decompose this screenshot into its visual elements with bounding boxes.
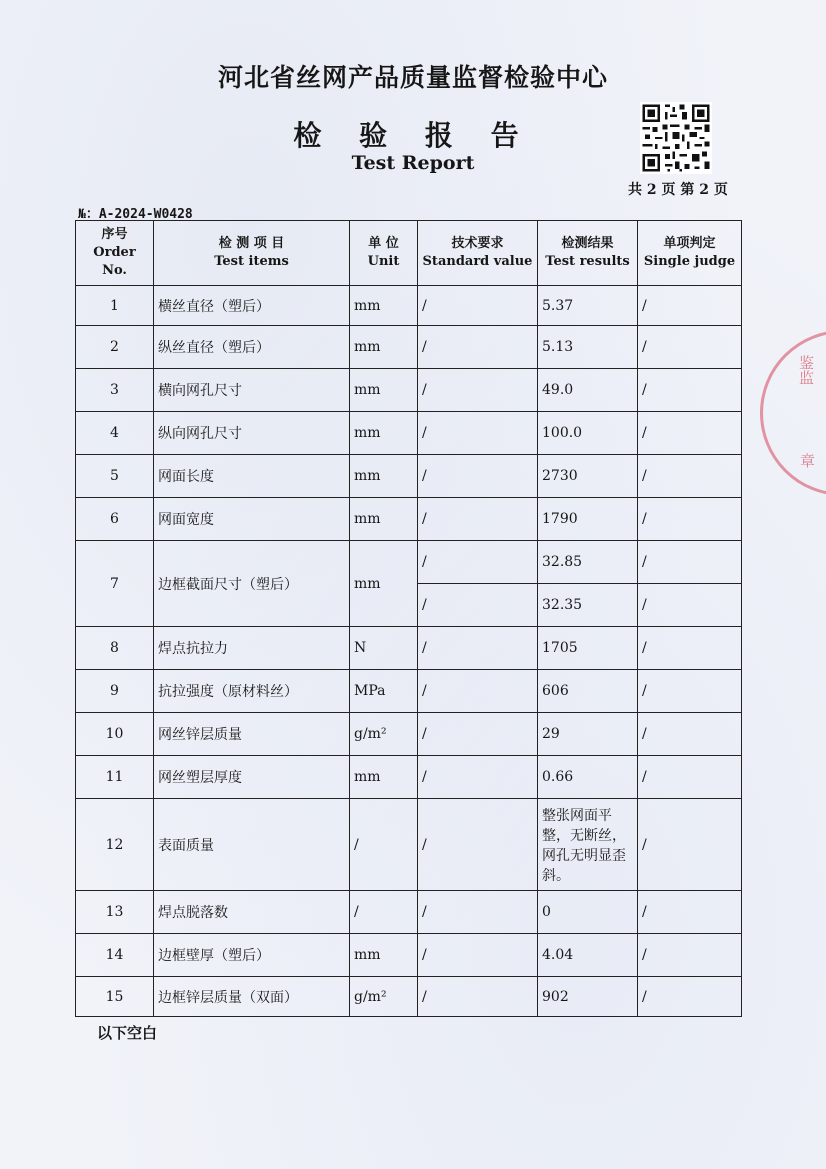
- row-result: 整张网面平整，无断丝，网孔无明显歪斜。: [538, 799, 638, 891]
- row-test-item: 纵向网孔尺寸: [154, 412, 350, 455]
- row-number: 15: [76, 977, 154, 1017]
- row-standard: /: [418, 286, 538, 326]
- table-row: [76, 891, 742, 934]
- table-header-row: [76, 221, 742, 286]
- row-standard: /: [418, 627, 538, 670]
- row-judge: /: [638, 891, 742, 934]
- row-result: 2730: [538, 455, 638, 498]
- row-test-item: 横丝直径（塑后）: [154, 286, 350, 326]
- row-standard: /: [418, 412, 538, 455]
- row-judge: /: [638, 977, 742, 1017]
- row-number: 9: [76, 670, 154, 713]
- report-title-cn: 检 验 报 告: [293, 119, 533, 152]
- organization-title: 河北省丝网产品质量监督检验中心: [217, 63, 608, 92]
- header-results: 检测结果 Test results: [538, 221, 638, 286]
- table-row: [76, 455, 742, 498]
- table-row: [76, 498, 742, 541]
- row-judge: /: [638, 326, 742, 369]
- table-row: [76, 799, 742, 891]
- qr-code-icon: [640, 102, 712, 174]
- row-standard: /: [418, 455, 538, 498]
- row-standard: /: [418, 369, 538, 412]
- row-number: 13: [76, 891, 154, 934]
- row-standard: /: [418, 584, 538, 627]
- row-result: 32.85: [538, 541, 638, 584]
- row-unit: mm: [350, 756, 418, 799]
- row-number: 8: [76, 627, 154, 670]
- row-unit: mm: [350, 369, 418, 412]
- row-test-item: 抗拉强度（原材料丝）: [154, 670, 350, 713]
- row-unit: N: [350, 627, 418, 670]
- row-judge: /: [638, 455, 742, 498]
- row-result: 5.13: [538, 326, 638, 369]
- row-unit: g/m²: [350, 713, 418, 756]
- table-row: [76, 627, 742, 670]
- row-number: 1: [76, 286, 154, 326]
- row-number: 4: [76, 412, 154, 455]
- row-standard: /: [418, 756, 538, 799]
- row-standard: /: [418, 498, 538, 541]
- row-unit: MPa: [350, 670, 418, 713]
- header-order: 序号 Order No.: [76, 221, 154, 286]
- table-row: [76, 326, 742, 369]
- row-test-item: 纵丝直径（塑后）: [154, 326, 350, 369]
- row-judge: /: [638, 369, 742, 412]
- row-number: 10: [76, 713, 154, 756]
- header-judge: 单项判定 Single judge: [638, 221, 742, 286]
- row-result: 49.0: [538, 369, 638, 412]
- seal-text: 鉴监: [797, 355, 815, 385]
- row-standard: /: [418, 977, 538, 1017]
- end-of-content-note: 以下空白: [97, 1024, 158, 1042]
- table-row: [76, 670, 742, 713]
- row-standard: /: [418, 713, 538, 756]
- row-test-item: 网丝塑层厚度: [154, 756, 350, 799]
- report-title-en: Test Report: [351, 152, 475, 174]
- seal-text: 章: [800, 452, 816, 470]
- row-result: 0.66: [538, 756, 638, 799]
- row-unit: mm: [350, 541, 418, 627]
- row-number: 12: [76, 799, 154, 891]
- row-number: 3: [76, 369, 154, 412]
- row-judge: /: [638, 670, 742, 713]
- row-unit: mm: [350, 455, 418, 498]
- row-judge: /: [638, 584, 742, 627]
- row-test-item: 网丝锌层质量: [154, 713, 350, 756]
- row-standard: /: [418, 541, 538, 584]
- row-number: 14: [76, 934, 154, 977]
- row-test-item: 焊点脱落数: [154, 891, 350, 934]
- row-test-item: 焊点抗拉力: [154, 627, 350, 670]
- row-result: 5.37: [538, 286, 638, 326]
- row-unit: mm: [350, 286, 418, 326]
- row-test-item: 网面宽度: [154, 498, 350, 541]
- row-unit: /: [350, 799, 418, 891]
- row-standard: /: [418, 670, 538, 713]
- row-number: 7: [76, 541, 154, 627]
- row-unit: mm: [350, 412, 418, 455]
- row-result: 902: [538, 977, 638, 1017]
- table-row: [76, 934, 742, 977]
- row-standard: /: [418, 326, 538, 369]
- row-result: 1790: [538, 498, 638, 541]
- row-standard: /: [418, 934, 538, 977]
- row-result: 29: [538, 713, 638, 756]
- row-result: 32.35: [538, 584, 638, 627]
- header-test-items: 检 测 项 目 Test items: [154, 221, 350, 286]
- row-standard: /: [418, 891, 538, 934]
- row-standard: /: [418, 799, 538, 891]
- row-test-item: 表面质量: [154, 799, 350, 891]
- row-result: 100.0: [538, 412, 638, 455]
- row-test-item: 边框截面尺寸（塑后）: [154, 541, 350, 627]
- report-number: №：A-2024-W0428: [78, 207, 193, 222]
- test-results-table: [75, 220, 742, 1017]
- row-judge: /: [638, 627, 742, 670]
- row-number: 11: [76, 756, 154, 799]
- row-judge: /: [638, 934, 742, 977]
- row-unit: g/m²: [350, 977, 418, 1017]
- table-row: [76, 369, 742, 412]
- row-unit: mm: [350, 934, 418, 977]
- row-test-item: 边框锌层质量（双面）: [154, 977, 350, 1017]
- row-judge: /: [638, 799, 742, 891]
- row-test-item: 网面长度: [154, 455, 350, 498]
- header-standard: 技术要求 Standard value: [418, 221, 538, 286]
- row-unit: /: [350, 891, 418, 934]
- row-result: 1705: [538, 627, 638, 670]
- table-row: [76, 286, 742, 326]
- row-judge: /: [638, 713, 742, 756]
- table-row: [76, 412, 742, 455]
- row-judge: /: [638, 498, 742, 541]
- row-test-item: 边框壁厚（塑后）: [154, 934, 350, 977]
- row-number: 5: [76, 455, 154, 498]
- row-number: 6: [76, 498, 154, 541]
- row-number: 2: [76, 326, 154, 369]
- header-unit: 单 位 Unit: [350, 221, 418, 286]
- table-row: [76, 541, 742, 584]
- page-count: 共 2 页 第 2 页: [628, 182, 728, 198]
- row-test-item: 横向网孔尺寸: [154, 369, 350, 412]
- row-result: 4.04: [538, 934, 638, 977]
- row-unit: mm: [350, 498, 418, 541]
- table-row: [76, 977, 742, 1017]
- row-unit: mm: [350, 326, 418, 369]
- row-result: 0: [538, 891, 638, 934]
- row-judge: /: [638, 412, 742, 455]
- row-judge: /: [638, 286, 742, 326]
- row-judge: /: [638, 541, 742, 584]
- table-row: [76, 756, 742, 799]
- table-row: [76, 713, 742, 756]
- row-judge: /: [638, 756, 742, 799]
- row-result: 606: [538, 670, 638, 713]
